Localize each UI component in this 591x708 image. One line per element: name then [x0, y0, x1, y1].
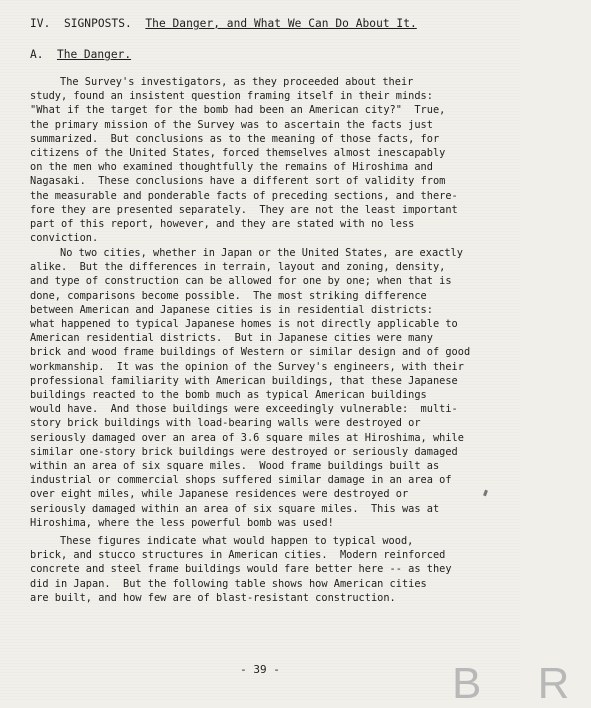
- text-line: story brick buildings with load-bearing walls were destroyed or: [30, 417, 421, 430]
- text-line: similar one-story brick buildings were destroyed or seriously damaged: [30, 445, 458, 458]
- paragraph-3: [30, 534, 500, 605]
- text-line: would have. And those buildings were exceedingly vulnerable: multi-: [30, 403, 458, 416]
- text-line: what happened to typical Japanese homes is not directly applicable to: [30, 318, 458, 331]
- paragraph-1: [30, 75, 500, 245]
- text-line: concrete and steel frame buildings would fare better here -- as they: [30, 563, 452, 576]
- text-line: on the men who examined thoughtfully the remains of Hiroshima and: [30, 161, 433, 174]
- text-line: part of this report, however, and they are stated with no less: [30, 218, 415, 231]
- section-number: IV.: [30, 17, 51, 30]
- text-line: citizens of the United States, forced themselves almost inescapably: [30, 147, 446, 160]
- text-line: The Survey's investigators, as they proceeded about their: [60, 76, 414, 88]
- text-line: between American and Japanese cities is in residential districts:: [30, 303, 433, 316]
- text-line: professional familiarity with American buildings, that these Japanese: [30, 374, 458, 387]
- text-line: and type of construction can be allowed for one by one; when that is: [30, 275, 452, 288]
- text-line: brick, and stucco structures in American cities. Modern reinforced: [30, 549, 446, 562]
- text-line: study, found an insistent question framing itself in their minds:: [30, 90, 433, 103]
- text-line: "What if the target for the bomb had been an American city?" True,: [30, 104, 446, 117]
- section-label: SIGNPOSTS.: [63, 17, 132, 30]
- text-line: over eight miles, while Japanese residences were destroyed or: [30, 488, 409, 501]
- subsection-heading: [30, 48, 131, 61]
- text-line: brick and wood frame buildings of Western or similar design and of good: [30, 346, 471, 359]
- text-line: workmanship. It was the opinion of the Survey's engineers, with their: [30, 360, 464, 373]
- text-line: seriously damaged over an area of 3.6 square miles at Hiroshima, while: [30, 431, 464, 444]
- paragraph-2: [30, 246, 500, 530]
- text-line: buildings reacted to the bomb much as typical American buildings: [30, 389, 427, 402]
- section-title: The Danger, and What We Can Do About It.: [145, 17, 417, 30]
- text-line: No two cities, whether in Japan or the United States, are exactly: [60, 247, 463, 259]
- text-line: summarized. But conclusions as to the meaning of those facts, for: [30, 132, 440, 145]
- text-line: seriously damaged within an area of six square miles. This was at: [30, 502, 440, 515]
- text-line: American residential districts. But in Japanese cities were many: [30, 332, 433, 345]
- text-line: conviction.: [30, 232, 99, 245]
- subsection-title: The Danger.: [56, 48, 132, 61]
- text-line: fore they are presented separately. They are not the least important: [30, 203, 458, 216]
- section-heading: [30, 17, 417, 30]
- bleed-through-letters: B R: [452, 659, 591, 708]
- text-line: These figures indicate what would happen to typical wood,: [60, 535, 414, 547]
- text-line: did in Japan. But the following table shows how American cities: [30, 577, 427, 590]
- text-line: the measurable and ponderable facts of preceding sections, and there-: [30, 189, 458, 202]
- text-line: Nagasaki. These conclusions have a different sort of validity from: [30, 175, 446, 188]
- text-line: alike. But the differences in terrain, layout and zoning, density,: [30, 261, 446, 274]
- text-line: industrial or commercial shops suffered similar damage in an area of: [30, 474, 452, 487]
- text-line: Hiroshima, where the less powerful bomb was used!: [30, 516, 334, 529]
- text-line: within an area of six square miles. Wood frame buildings built as: [30, 460, 440, 473]
- text-line: are built, and how few are of blast-resistant construction.: [30, 591, 396, 604]
- text-line: done, comparisons become possible. The most striking difference: [30, 289, 427, 302]
- text-line: the primary mission of the Survey was to ascertain the facts just: [30, 118, 433, 131]
- page-number: - 39 -: [240, 663, 280, 676]
- subsection-letter: A.: [30, 48, 44, 61]
